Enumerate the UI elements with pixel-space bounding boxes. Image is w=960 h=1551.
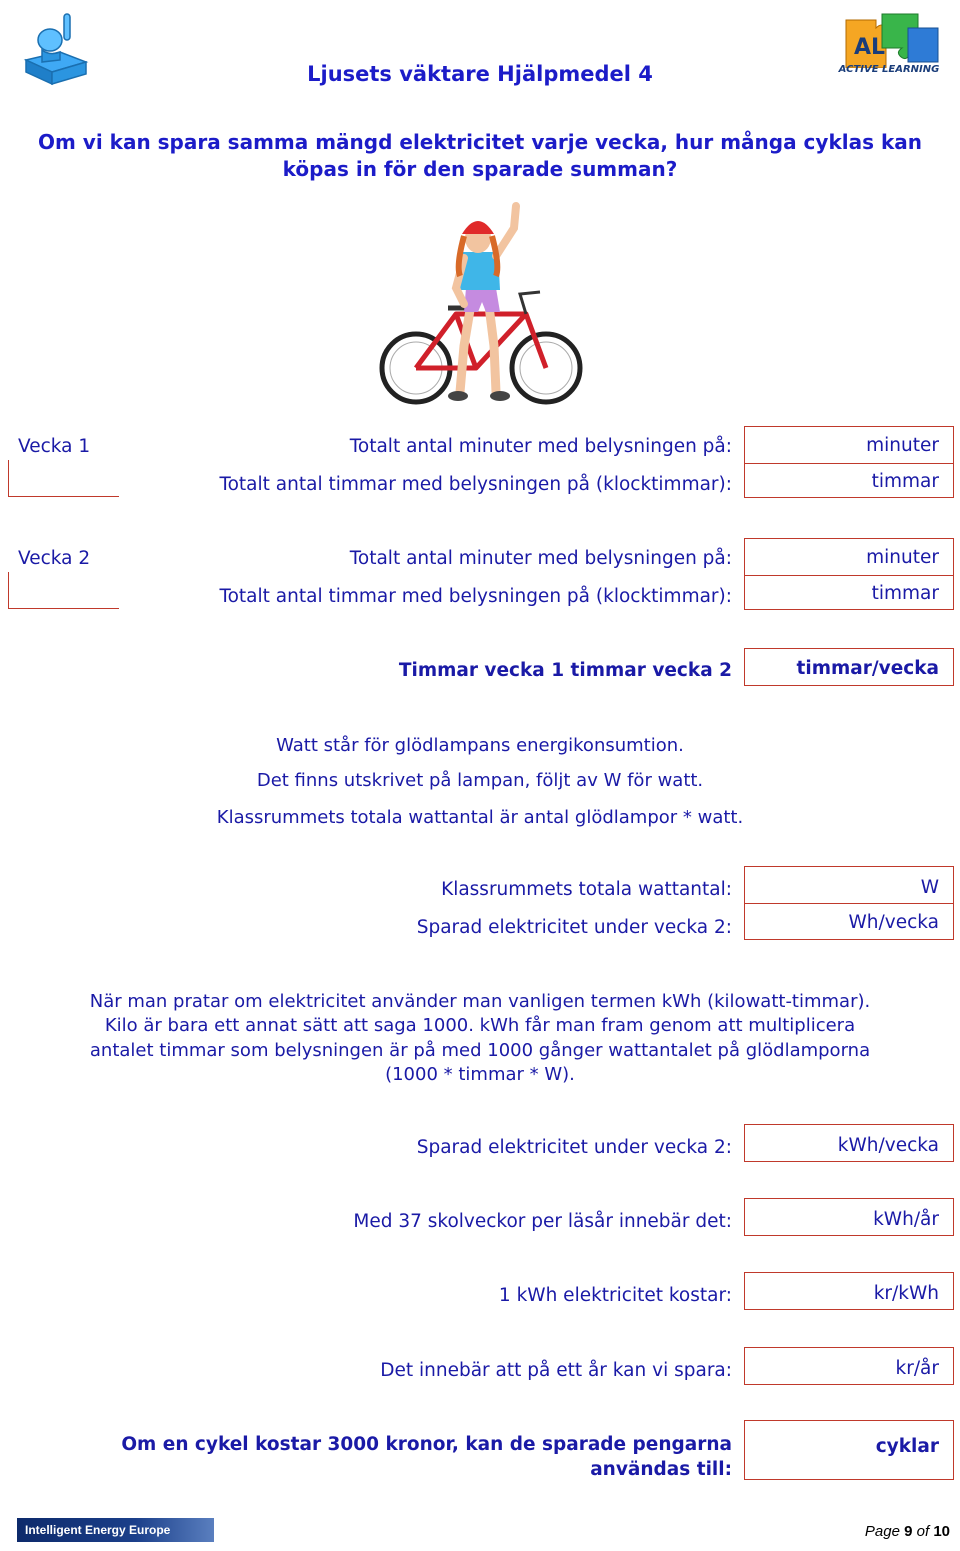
yearly-savings-label: Det innebär att på ett år kan vi spara: (380, 1360, 732, 1381)
kwh-info-line-1: När man pratar om elektricitet använder man vanligen termen kWh (kilowatt-timmar). (89, 991, 871, 1012)
week2-hours-field[interactable]: timmar (744, 576, 954, 610)
kwh-info-line-2: Kilo är bara ett annat sätt att saga 1000. kWh får man fram genom att multiplicera (104, 1015, 856, 1036)
page-total: 10 (933, 1523, 950, 1540)
week1-hours-field[interactable]: timmar (744, 464, 954, 498)
saved-wh-field[interactable]: Wh/vecka (744, 904, 954, 940)
watt-info-line-1: Watt står för glödlampans energikonsumtion. (276, 735, 684, 756)
kwh-year-field[interactable]: kWh/år (744, 1198, 954, 1236)
week2-label: Vecka 2 (18, 548, 91, 569)
bicycle-count-field[interactable]: cyklar (744, 1420, 954, 1480)
week2-bracket (8, 572, 119, 609)
bicycle-count-label-line-1: Om en cykel kostar 3000 kronor, kan de sparade pengarna (121, 1434, 732, 1455)
hours-difference-field[interactable]: timmar/vecka (744, 648, 954, 686)
week1-label: Vecka 1 (18, 436, 91, 457)
hours-difference-label: Timmar vecka 1 timmar vecka 2 (398, 660, 732, 681)
week2-hours-label: Totalt antal timmar med belysningen på (klocktimmar): (219, 586, 732, 607)
girl-with-bicycle-illustration (376, 196, 586, 416)
saved-wh-label: Sparad elektricitet under vecka 2: (416, 917, 732, 938)
week1-bracket (8, 460, 119, 497)
kwh-info-line-3: antalet timmar som belysningen är på med 1000 gånger wattantalet på glödlamporna (89, 1040, 871, 1061)
week1-minutes-label: Totalt antal minuter med belysningen på: (349, 436, 732, 457)
active-learning-logo-text: ACTIVE LEARNING (838, 64, 940, 75)
watt-info-line-2: Det finns utskrivet på lampan, följt av W för watt. (256, 770, 704, 791)
page-current: 9 (904, 1523, 913, 1540)
week2-minutes-field[interactable]: minuter (744, 538, 954, 576)
kwh-year-label: Med 37 skolveckor per läsår innebär det: (353, 1211, 732, 1232)
svg-text:AL: AL (854, 35, 886, 60)
bicycle-count-label-line-2: användas till: (590, 1459, 732, 1480)
page-title: Ljusets väktare Hjälpmedel 4 (307, 62, 653, 86)
total-watt-field[interactable]: W (744, 866, 954, 904)
week2-minutes-label: Totalt antal minuter med belysningen på: (349, 548, 732, 569)
main-question: Om vi kan spara samma mängd elektricitet varje vecka, hur många cyklas kan köpas in för den sparade summan? (37, 130, 923, 181)
saved-kwh-week-field[interactable]: kWh/vecka (744, 1124, 954, 1162)
yearly-savings-field[interactable]: kr/år (744, 1347, 954, 1385)
week1-minutes-field[interactable]: minuter (744, 426, 954, 464)
kwh-price-field[interactable]: kr/kWh (744, 1272, 954, 1310)
watt-info-line-3: Klassrummets totala wattantal är antal glödlampor * watt. (216, 807, 744, 828)
kwh-info-line-4: (1000 * timmar * W). (385, 1064, 575, 1085)
saved-kwh-week-label: Sparad elektricitet under vecka 2: (416, 1137, 732, 1158)
total-watt-label: Klassrummets totala wattantal: (441, 879, 732, 900)
page-label: Page (864, 1523, 900, 1540)
intelligent-energy-europe-logo: Intelligent Energy Europe (17, 1518, 214, 1542)
page-of: of (916, 1523, 930, 1540)
kwh-price-label: 1 kWh elektricitet kostar: (498, 1285, 732, 1306)
week1-hours-label: Totalt antal timmar med belysningen på (klocktimmar): (219, 474, 732, 495)
page-indicator (865, 1523, 950, 1540)
